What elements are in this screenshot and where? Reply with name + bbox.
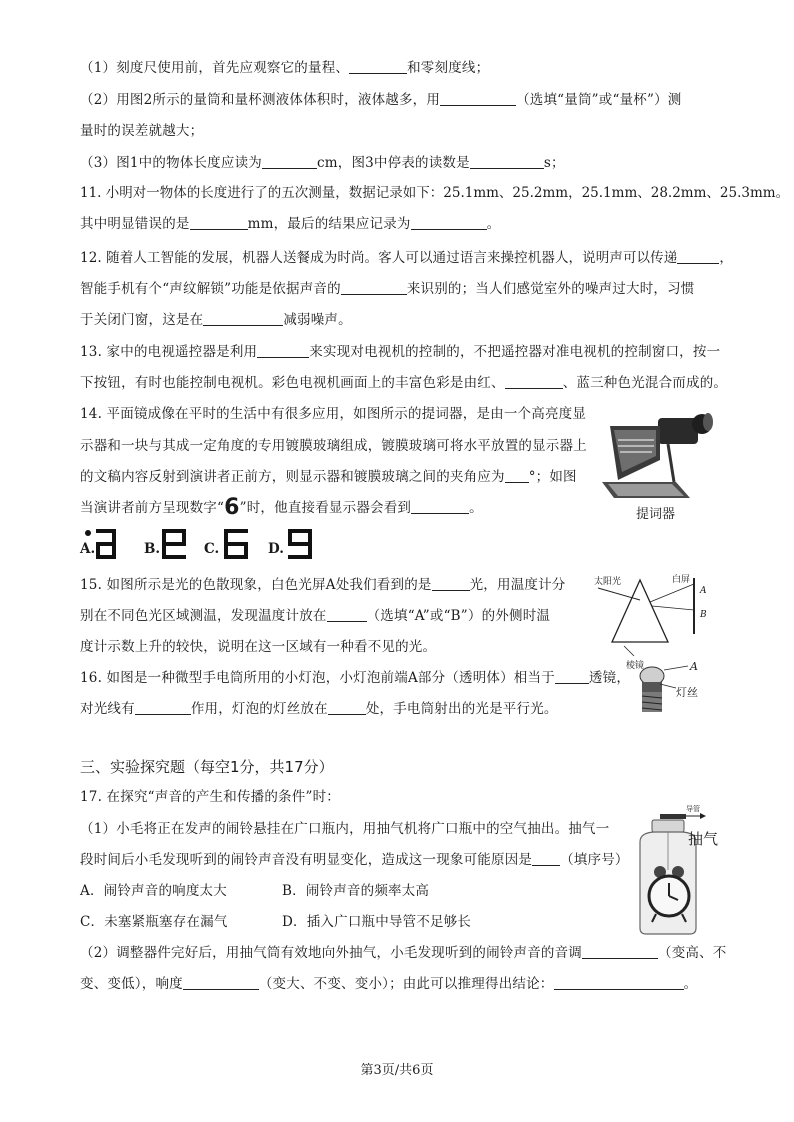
section-3-heading: 三、实验探究题（每空1分，共17分） bbox=[80, 758, 334, 776]
q16-blank-2 bbox=[135, 700, 191, 715]
q17-blank-3 bbox=[183, 975, 259, 990]
q13-line1-text: 13. 家中的电视遥控器是利用 bbox=[80, 344, 258, 360]
q11-blank-1 bbox=[190, 215, 248, 230]
q15-line2-text: 别在不同色光区域测温，发现温度计放在 bbox=[80, 608, 327, 624]
bulb-neck bbox=[642, 682, 662, 692]
filament-label: 灯丝 bbox=[676, 686, 698, 699]
q17-part2-line2 bbox=[80, 975, 697, 993]
point-a-label: A bbox=[700, 586, 707, 596]
q13-line1-end: 来实现对电视机的控制的，不把遥控器对准电视机的控制窗口，按一 bbox=[309, 344, 721, 360]
air-tube bbox=[660, 814, 686, 819]
teleprompter-figure bbox=[598, 400, 718, 520]
option-d-digit-icon bbox=[286, 527, 316, 561]
prism-label: 棱镜 bbox=[626, 661, 645, 671]
q12-line1-text: 12. 随着人工智能的发展，机器人送餐成为时尚。客人可以通过语言来操控机器人，说明声可以传递 bbox=[80, 250, 678, 266]
q17-blank-1 bbox=[532, 851, 560, 866]
camera-body bbox=[658, 418, 698, 444]
q11-line2-text: 其中明显错误的是 bbox=[80, 216, 190, 232]
q15-line1 bbox=[80, 576, 566, 594]
q12-blank-1 bbox=[677, 249, 719, 264]
q11-line2-end: 。 bbox=[486, 216, 501, 232]
q10-blank-1 bbox=[349, 59, 407, 74]
dispersion-diagram bbox=[594, 572, 714, 672]
q10-part1 bbox=[80, 59, 489, 77]
q10-part2-cont: 量时的误差就越大； bbox=[80, 123, 204, 139]
q14-line3 bbox=[80, 468, 577, 486]
q16-line2-text: 对光线有 bbox=[80, 701, 135, 717]
option-a-digit-icon bbox=[84, 527, 128, 561]
q13-blank-1 bbox=[257, 343, 309, 358]
q17-part1-line2-text: 段时间后小毛发现听到的闹铃声音没有明显变化，造成这一现象可能原因是 bbox=[80, 852, 533, 868]
q11-line1: 11. 小明对一物体的长度进行了的五次测量，数据记录如下：25.1mm、25.2mm，25.1mm、28.2mm、25.3mm。 bbox=[80, 185, 790, 201]
q15-line3: 度计示数上升的较快，说明在这一区域有一种看不见的光。 bbox=[80, 639, 437, 655]
q11-blank-2 bbox=[411, 215, 487, 230]
q17-option-a: A．闹铃声音的响度太大 bbox=[80, 883, 227, 899]
q14-line4-text: 当演讲者前方呈现数字“ bbox=[80, 500, 225, 516]
q14-blank-2 bbox=[411, 499, 469, 514]
q16-blank-3 bbox=[328, 700, 366, 715]
q10-part2 bbox=[80, 91, 681, 109]
q14-line1: 14. 平面镜成像在平时的生活中有很多应用，如图所示的提词器，是由一个高亮度显 bbox=[80, 406, 587, 422]
q10-part2-end: （选填“量筒”或“量杯”）测 bbox=[516, 92, 682, 108]
q12-blank-3 bbox=[203, 311, 283, 326]
q10-part3-mid: cm，图3中停表的读数是 bbox=[316, 155, 470, 171]
q11-line2 bbox=[80, 215, 500, 233]
q13-line1 bbox=[80, 343, 720, 361]
q17-option-b: B．闹铃声音的频率太高 bbox=[282, 883, 430, 899]
option-c-label: C. bbox=[204, 541, 220, 557]
q17-part1-line1: （1）小毛将正在发声的闹铃悬挂在广口瓶内，用抽气机将广口瓶中的空气抽出。抽气一 bbox=[80, 821, 610, 837]
option-a-label: A. bbox=[80, 541, 96, 557]
bulb-figure bbox=[626, 660, 726, 720]
q12-line3 bbox=[80, 311, 352, 329]
q17-part2-line2-mid: （变大、不变、变小）；由此可以推理得出结论： bbox=[258, 976, 554, 992]
screen-label: 白屏 bbox=[672, 575, 691, 585]
q17-blank-2 bbox=[582, 944, 658, 959]
q12-line1 bbox=[80, 249, 733, 267]
q14-digit-six: 6 bbox=[224, 495, 240, 520]
prism-shape bbox=[612, 580, 668, 642]
q10-part3-end: s； bbox=[543, 155, 565, 171]
option-d-label: D. bbox=[268, 541, 284, 557]
prism-figure bbox=[594, 572, 714, 672]
q17-option-c: C．未塞紧瓶塞存在漏气 bbox=[80, 914, 228, 930]
ray-top bbox=[650, 584, 694, 602]
stand-post bbox=[668, 444, 674, 482]
q12-blank-2 bbox=[341, 280, 407, 295]
q15-line2 bbox=[80, 607, 550, 625]
q17-part2-line1 bbox=[80, 944, 727, 962]
sunlight-label: 太阳光 bbox=[594, 577, 622, 587]
q12-line2 bbox=[80, 280, 695, 298]
q13-blank-2 bbox=[505, 374, 563, 389]
ray-bottom bbox=[652, 606, 694, 610]
q17-part2-line2-end: 。 bbox=[683, 976, 698, 992]
q15-blank-2 bbox=[327, 607, 367, 622]
q17-part1-line2 bbox=[80, 851, 629, 869]
q10-blank-2 bbox=[440, 91, 516, 106]
q16-line1-end: 透镜， bbox=[588, 670, 631, 686]
q10-blank-3 bbox=[262, 154, 317, 169]
q12-line3-text: 于关闭门窗，这是在 bbox=[80, 312, 204, 328]
tube-label: 导管 bbox=[686, 805, 700, 813]
q12-line1-end: ， bbox=[719, 250, 733, 266]
q12-line2-text: 智能手机有个“声纹解锁”功能是依据声音的 bbox=[80, 281, 341, 297]
q14-line4 bbox=[80, 495, 483, 520]
q14-line2: 示器和一块与其成一定角度的专用镀膜玻璃组成，镀膜玻璃可将水平放置的显示器上 bbox=[80, 438, 587, 454]
q17-part2-line2-text: 变、变低），响度 bbox=[80, 976, 183, 992]
q16-line1-text: 16. 如图是一种微型手电筒所用的小灯泡，小灯泡前端A部分（透明体）相当于 bbox=[80, 670, 555, 686]
q10-part2-text: （2）用图2所示的量筒和量杯测液体体积时，液体越多，用 bbox=[80, 92, 441, 108]
q17-part2-line1-text: （2）调整器件完好后，用抽气筒有效地向外抽气，小毛发现听到的闹铃声音的音调 bbox=[80, 945, 582, 961]
q17-part2-line1-end: （变高、不 bbox=[658, 945, 727, 961]
option-b-label: B. bbox=[144, 541, 161, 557]
option-c-digit-icon bbox=[222, 527, 252, 561]
pump-out-label: 抽气 bbox=[688, 830, 719, 848]
q14-line4-end: 。 bbox=[469, 500, 483, 516]
bulb-a-label: A bbox=[690, 660, 698, 673]
q16-blank-1 bbox=[555, 669, 589, 684]
q17-part1-line2-end: （填序号） bbox=[560, 852, 629, 868]
q17-title: 17. 在探究“声音的产生和传播的条件”时： bbox=[80, 789, 340, 805]
q16-line2-end: 处，手电筒射出的光是平行光。 bbox=[365, 701, 558, 717]
q14-line3-text: 的文稿内容反射到演讲者正前方，则显示器和镀膜玻璃之间的夹角应为 bbox=[80, 469, 505, 485]
q10-blank-4 bbox=[470, 154, 544, 169]
monitor-screen bbox=[608, 484, 684, 496]
tube-arrow-head bbox=[700, 813, 706, 819]
prism-pointer bbox=[624, 646, 634, 656]
q17-blank-4 bbox=[554, 975, 684, 990]
q10-part3-text: （3）图1中的物体长度应读为 bbox=[80, 155, 262, 171]
pointer-filament bbox=[660, 684, 676, 688]
q13-line2-text: 下按钮，有时也能控制电视机。彩色电视机画面上的丰富色彩是由红、 bbox=[80, 375, 505, 391]
point-b-label: B bbox=[700, 610, 707, 620]
teleprompter-caption: 提词器 bbox=[636, 507, 676, 522]
jar-stopper bbox=[652, 820, 684, 832]
q15-blank-1 bbox=[432, 576, 470, 591]
q13-line2-end: 、蓝三种色光混合而成的。 bbox=[562, 375, 728, 391]
q10-part1-end: 和零刻度线； bbox=[407, 60, 490, 76]
q15-line2-end: （选填“A”或“B”）的外侧时温 bbox=[366, 608, 551, 624]
q13-line2 bbox=[80, 374, 727, 392]
q14-line3-end: °；如图 bbox=[528, 469, 577, 485]
page-number: 第3页/共6页 bbox=[360, 1063, 434, 1078]
q11-line2-mid: mm，最后的结果应记录为 bbox=[247, 216, 411, 232]
q15-line1-end: 光，用温度计分 bbox=[469, 577, 566, 593]
q14-line4-mid: ”时，他直接看显示器会看到 bbox=[239, 500, 412, 516]
q16-line1 bbox=[80, 669, 630, 687]
q14-blank-1 bbox=[505, 468, 529, 483]
q12-line3-end: 减弱噪声。 bbox=[283, 312, 352, 328]
q12-line2-end: 来识别的；当人们感觉室外的噪声过大时，习惯 bbox=[406, 281, 695, 297]
q10-part3 bbox=[80, 154, 565, 172]
q16-line2 bbox=[80, 700, 558, 718]
bell-jar-figure bbox=[626, 805, 726, 940]
q16-line2-mid: 作用，灯泡的灯丝放在 bbox=[190, 701, 328, 717]
pointer-a bbox=[664, 666, 688, 670]
teleprompter-illustration bbox=[598, 400, 718, 520]
q10-part1-text: （1）刻度尺使用前，首先应观察它的量程、 bbox=[80, 60, 350, 76]
q15-line1-text: 15. 如图所示是光的色散现象，白色光屏A处我们看到的是 bbox=[80, 577, 432, 593]
option-b-digit-icon bbox=[160, 527, 190, 561]
q17-option-d: D．插入广口瓶中导管不足够长 bbox=[282, 914, 472, 930]
camera-lens-rim bbox=[703, 413, 713, 431]
